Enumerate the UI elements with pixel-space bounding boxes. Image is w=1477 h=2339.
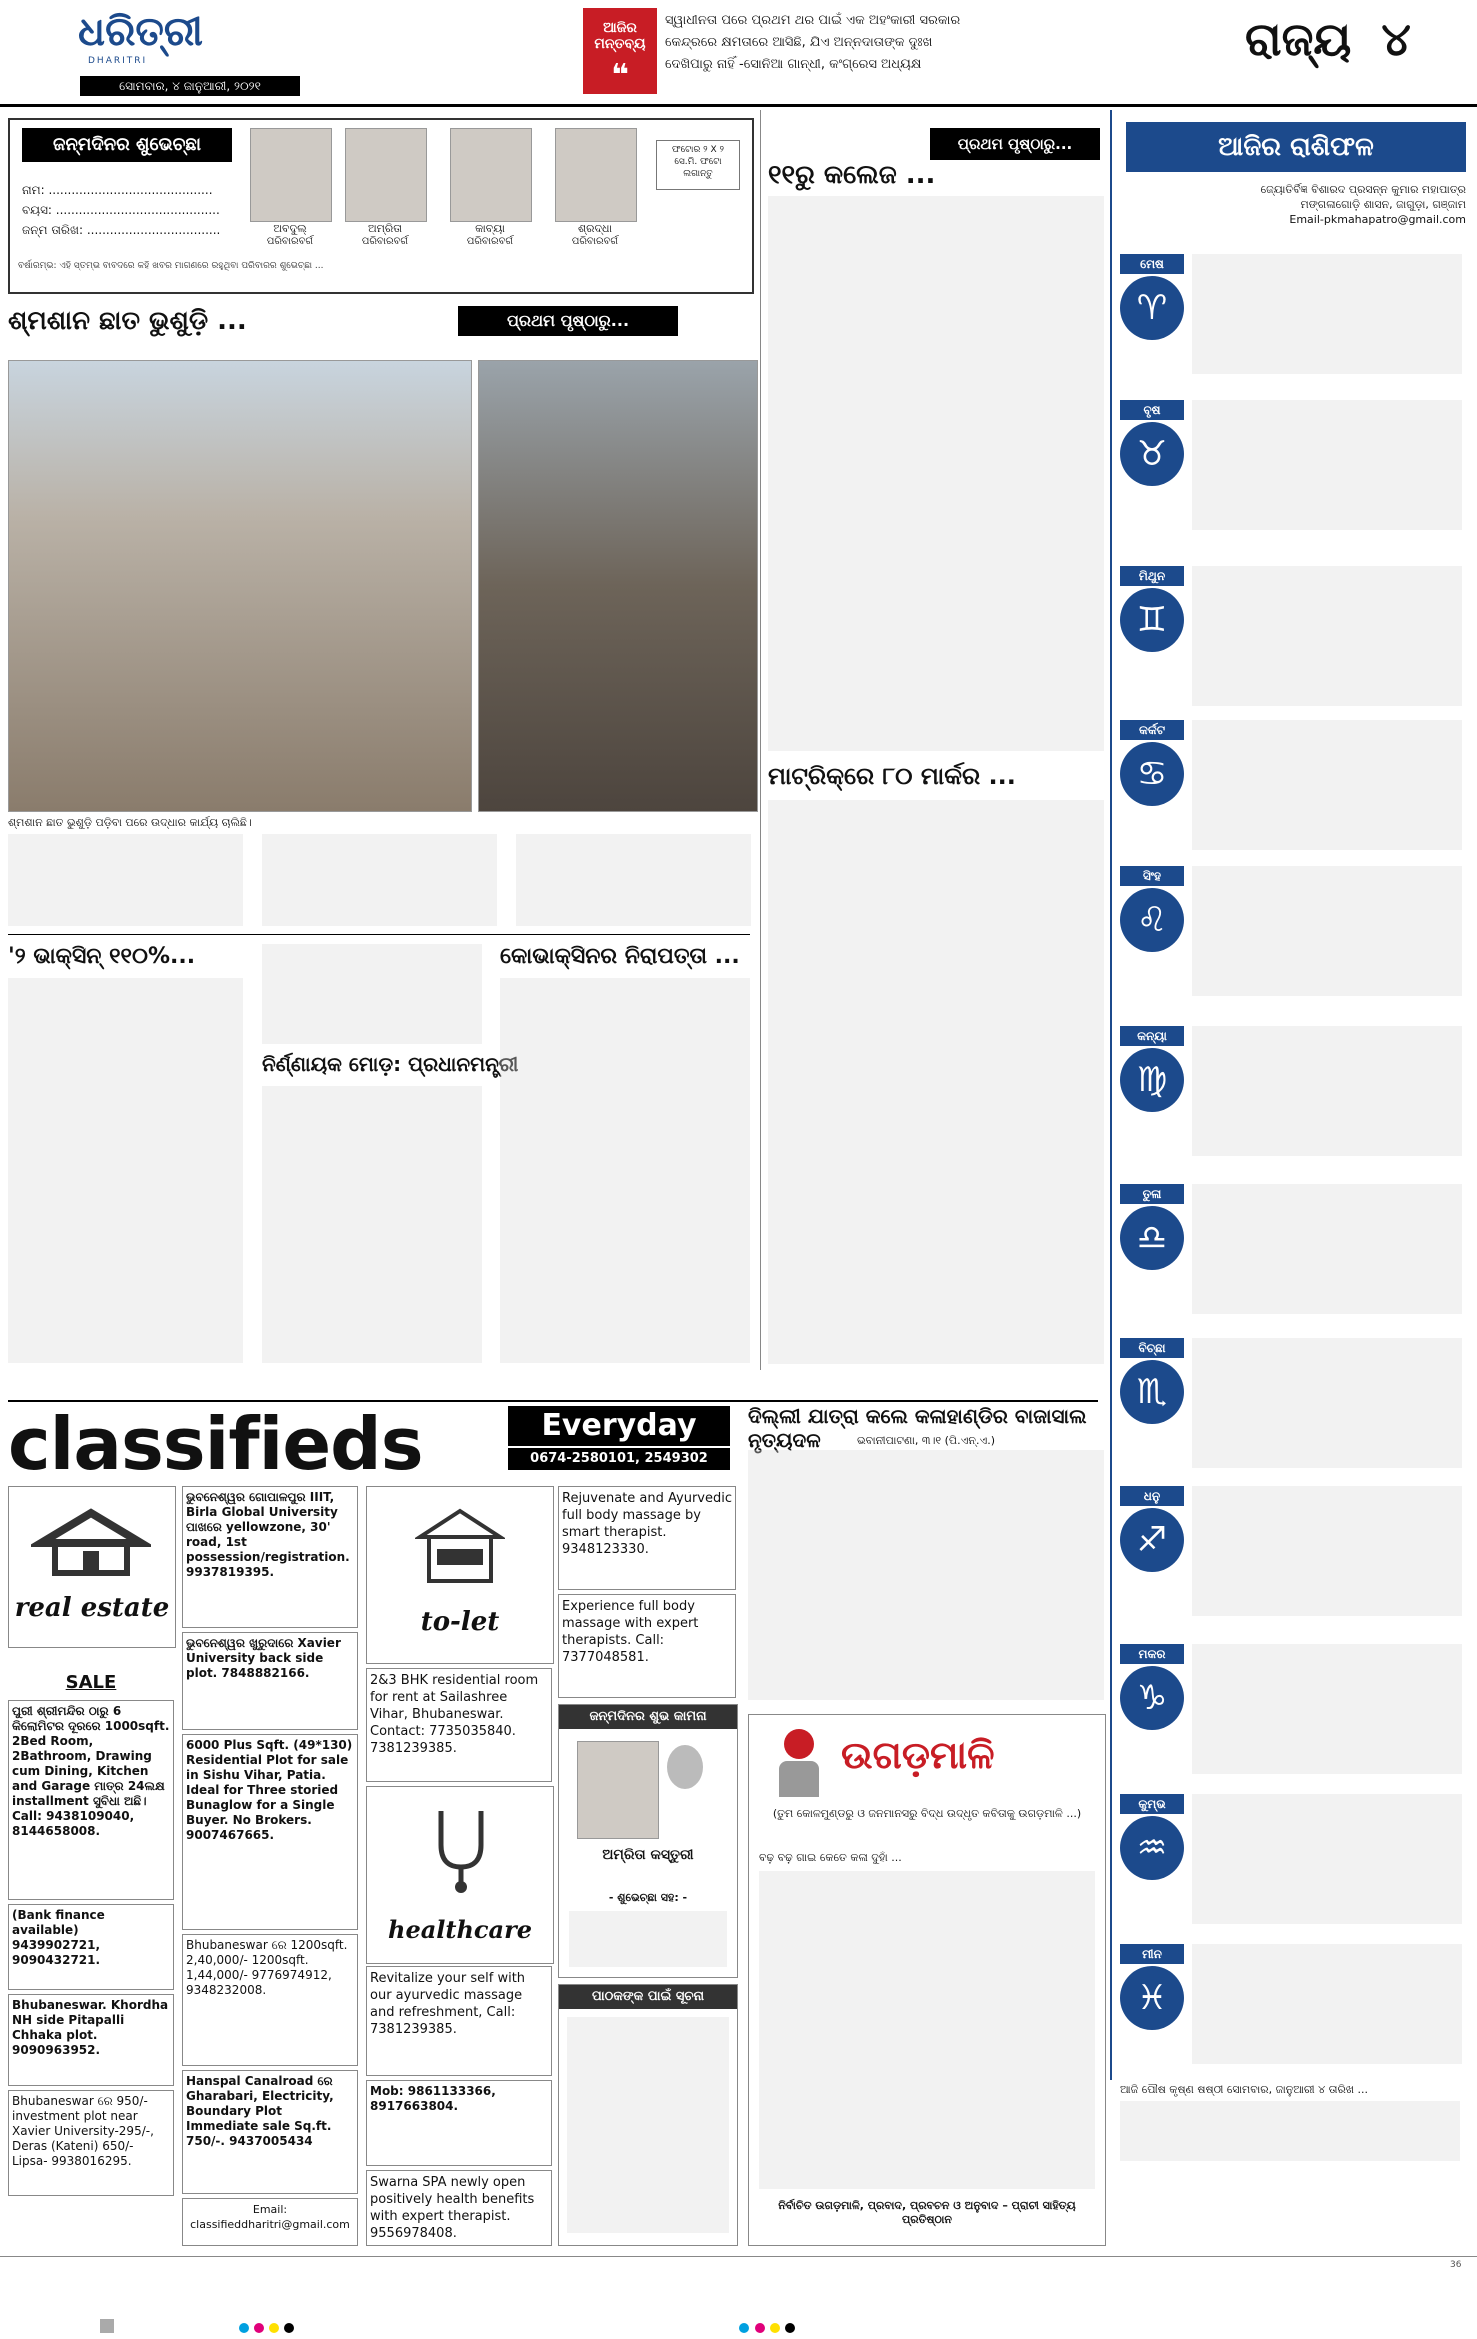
article-body [500,978,750,1363]
real-estate-box [8,1486,176,1648]
classified-ad: 2&3 BHK residential room for rent at Sailashree Vihar, Bhubaneswar. Contact: 7735035840. 7381239385. [366,1668,552,1782]
article-body [768,196,1104,751]
zodiac-virgo [1120,1026,1460,1166]
zodiac-label: କର୍କଟ [1120,720,1184,740]
zodiac-text [1192,254,1462,374]
bday-box-title: ଜନ୍ମଦିନର ଶୁଭ କାମନା [559,1705,737,1729]
zodiac-cancer [1120,720,1460,860]
article-body [8,834,243,926]
reader-notice-text [567,2017,729,2233]
uganmali-subtitle: (ତୁମ କୋଳମୁଣ୍ଡରୁ ଓ ଜନମାନସରୁ ବିଦ୍ଧ ଉଦ୍ଧୃତ କବିତାକୁ ଉଗଡ଼ମାଳି ...) [772,1807,1082,1820]
astrologer-name: ଜ୍ୟୋତିର୍ବିଜ୍ଞ ବିଶାରଦ ପ୍ରସନ୍ନ କୁମାର ମହାପାତ୍ର [1260,183,1466,196]
zodiac-text [1192,866,1462,996]
college-headline: ୧୧ରୁ କଲେଜ ... [768,160,936,190]
reader-notice-title: ପାଠକଙ୍କ ପାଇଁ ସୂଚନା [559,1985,737,2009]
zodiac-label: ମକର [1120,1644,1184,1664]
aquarius-icon: ♒ [1120,1816,1184,1880]
newspaper-logo: ଧରିତ୍ରୀ [78,8,203,55]
section-name: ରାଜ୍ୟ [1245,12,1352,66]
issue-date: ସୋମବାର, ୪ ଜାନୁଆରୀ, ୨୦୨୧ [80,76,300,96]
zodiac-label: କୁମ୍ଭ [1120,1794,1184,1814]
capricorn-icon: ♑ [1120,1666,1184,1730]
column-rule [760,110,761,1370]
photo-caption: ଶ୍ମଶାନ ଛାତ ଭୁଶୁଡ଼ି ପଡ଼ିବା ପରେ ଉଦ୍ଧାର କାର୍ଯ୍ୟ ଚାଲିଛି। [8,816,252,829]
classifieds-everyday: Everyday [508,1406,730,1446]
birthday-form [22,180,220,240]
classified-ad: Bhubaneswar ରେ 950/- investment plot near Xavier University-295/-, Deras (Kateni) 650/- Lipsa- 9938016295. [8,2090,174,2196]
bday-classified-box [558,1704,738,1978]
corner-page-number: 36 [1450,2260,1462,2270]
form-field: ବୟସ: ........................................... [22,203,220,217]
form-field: ଜନ୍ମ ତାରିଖ: ................................... [22,223,221,237]
article-body [262,944,482,1044]
classified-ad: Mob: 9861133366, 8917663804. [366,2080,552,2166]
quote-mark-icon: ❝ [611,58,629,93]
classified-ad: 6000 Plus Sqft. (49*130) Residential Plot for sale in Sishu Vihar, Patia. Ideal for Three storied Bunaglow for a Single Buyer. No Brokers. 9007467665. [182,1734,358,1930]
birthday-relation: ପରିବାରବର୍ଗ [466,236,514,247]
zodiac-text [1192,1486,1462,1616]
to-let-label: to-let [420,1607,500,1637]
birthday-name: କାବ୍ୟା [475,222,505,235]
print-registration-marks [100,2318,1380,2332]
healthcare-box [366,1786,554,1964]
reader-notice-box [558,1984,738,2246]
classified-ad: Revitalize your self with our ayurvedic massage and refreshment, Call: 7381239385. [366,1966,552,2076]
article-body [262,834,497,926]
uganmali-title: ଉଗଡ଼ମାଳି [841,1733,995,1777]
zodiac-label: ତୁଳା [1120,1184,1184,1204]
article-body [516,834,751,926]
section-title [1245,12,1411,68]
rescue-photo [478,360,758,812]
zodiac-aries [1120,254,1460,384]
quote-line: ସ୍ୱାଧୀନତା ପରେ ପ୍ରଥମ ଥର ପାଇଁ ଏକ ଅହଂକାରୀ ସରକାର [665,13,961,28]
to-let-box [366,1486,554,1664]
leo-icon: ♌ [1120,888,1184,952]
masthead-rule [0,104,1477,107]
uganmali-text [759,1871,1095,2189]
healthcare-label: healthcare [388,1915,532,1944]
quote-text [665,10,1085,76]
quote-label: ଆଜିର ମନ୍ତବ୍ୟ [594,20,646,52]
horoscope-title: ଆଜିର ରାଶିଫଳ [1126,122,1466,172]
divider [8,934,750,935]
classified-ad: ଭୁବନେଶ୍ୱର ଖୁରୁଦାରେ Xavier University back side plot. 7848882166. [182,1632,358,1730]
zodiac-label: ମୀନ [1120,1944,1184,1964]
uganmali-box [748,1714,1106,2246]
zodiac-text [1192,1184,1462,1314]
birthday-relation: ପରିବାରବର୍ଗ [266,236,314,247]
taurus-icon: ♉ [1120,422,1184,486]
bday-wishers-list [569,1911,727,1967]
birthday-name: ଅବଦୁଲ୍ [273,222,307,235]
uganmali-verse: ବଢ଼ ବଢ଼ ଗାଇ କେତେ କଳା ଦୁହାଁ ... [759,1851,902,1864]
zodiac-scorpio [1120,1338,1460,1478]
birthday-photo [345,128,427,222]
zodiac-pisces [1120,1944,1460,2074]
zodiac-text [1192,720,1462,850]
to-let-sign-icon [415,1507,505,1587]
zodiac-label: ସିଂହ [1120,866,1184,886]
form-field: ନାମ: ........................................... [22,183,213,197]
footer-rule [0,2256,1477,2257]
quote-label-box [583,8,657,94]
vaccine-headline: '୨ ଭାକ୍ସିନ୍ ୧୧୦%... [8,944,196,969]
rescue-photo [8,360,472,812]
zodiac-aquarius [1120,1794,1460,1934]
classified-ad: Experience full body massage with expert therapists. Call: 7377048581. [558,1594,736,1698]
stethoscope-icon [421,1805,501,1895]
delhi-headline: ଦିଲ୍ଲୀ ଯାତ୍ରା କଲେ କଳାହାଣ୍ଡିର ବାଜାସାଲ ନୃତ୍ୟଦଳ [748,1404,1087,1452]
birthday-name: ଅମ୍ରିତା [368,222,402,235]
article-body [748,1450,1104,1700]
virgo-icon: ♍ [1120,1048,1184,1112]
birthday-relation: ପରିବାରବର୍ଗ [361,236,409,247]
classified-ad: Rejuvenate and Ayurvedic full body massage by smart therapist. 9348123330. [558,1486,736,1590]
zodiac-text [1192,1644,1462,1774]
birthday-title: ଜନ୍ମଦିନର ଶୁଭେଚ୍ଛା [22,128,232,162]
classifieds-email: Email: classifieddharitri@gmail.com [182,2198,358,2246]
classifieds-phones: 0674-2580101, 2549302 [508,1448,730,1470]
zodiac-libra [1120,1184,1460,1324]
article-body [768,800,1104,1364]
real-estate-label: real estate [14,1593,170,1623]
classified-ad: Hanspal Canalroad ରେ Gharabari, Electricity, Boundary Plot Immediate sale Sq.ft. 750/-. 9437005434 [182,2070,358,2194]
zodiac-label: ମିଥୁନ [1120,566,1184,586]
cancer-icon: ♋ [1120,742,1184,806]
panchang-intro: ଆଜି ପୌଷ କୃଷ୍ଣ ଷଷ୍ଠୀ ସୋମବାର, ଜାନୁଆରୀ ୪ ତାରିଖ ... [1120,2083,1369,2096]
zodiac-text [1192,400,1462,530]
zodiac-text [1192,566,1462,706]
birthday-photo [250,128,332,222]
birthday-photo [555,128,637,222]
gemini-icon: ♊ [1120,588,1184,652]
classified-ad: Swarna SPA newly open positively health benefits with expert therapist. 9556978408. [366,2170,552,2246]
vaccine-subheadline: ନିର୍ଣ୍ଣାୟକ ମୋଡ଼: ପ୍ରଧାନମନ୍ତ୍ରୀ [262,1052,519,1076]
libra-icon: ♎ [1120,1206,1184,1270]
classifieds-title: classifieds [8,1402,423,1486]
birthday-name: ଶ୍ରଦ୍ଧା [577,222,613,235]
zodiac-label: ମେଷ [1120,254,1184,274]
zodiac-label: ବିଚ୍ଛା [1120,1338,1184,1358]
zodiac-sagittarius [1120,1486,1460,1626]
panchang-text [1120,2082,1460,2161]
horoscope-byline [1126,182,1466,227]
zodiac-text [1192,1026,1462,1156]
bday-wishers: - ଶୁଭେଚ୍ଛା ସହ: - [608,1891,688,1904]
quote-line: ଦେଖିପାରୁ ନାହିଁ -ସୋନିଆ ଗାନ୍ଧୀ, କଂଗ୍ରେସ ଅଧ୍ୟକ୍ଷ [665,57,922,72]
covaxin-headline: କୋଭାକ୍ସିନର ନିରାପତ୍ତା ... [500,944,740,969]
classified-ad: (Bank finance available) 9439902721, 9090432721. [8,1904,174,1990]
cremation-headline: ଶ୍ମଶାନ ଛାତ ଭୁଶୁଡ଼ି ... [8,306,247,336]
column-rule [1110,110,1112,2080]
logo-subtitle: DHARITRI [88,56,148,66]
zodiac-gemini [1120,566,1460,716]
article-body [262,1086,482,1363]
zodiac-capricorn [1120,1644,1460,1784]
page-number: ୪ [1381,12,1411,66]
classified-ad: ଭୁବନେଶ୍ୱର ଗୋପାଳପୁର IIIT, Birla Global University ପାଖରେ yellowzone, 30' road, 1st possession/registration. 9937819395. [182,1486,358,1628]
pisces-icon: ♓ [1120,1966,1184,2030]
house-icon [31,1507,151,1577]
prothom-tag: ପ୍ରଥମ ପୃଷ୍ଠାରୁ... [930,128,1100,160]
sale-label: SALE [65,1672,117,1693]
matric-headline: ମାଟ୍ରିକ୍‌ରେ ୮୦ ମାର୍କର ... [768,762,1016,790]
zodiac-taurus [1120,400,1460,540]
balloon-icon [667,1745,723,1825]
aries-icon: ♈ [1120,276,1184,340]
sagittarius-icon: ♐ [1120,1508,1184,1572]
prothom-tag: ପ୍ରଥମ ପୃଷ୍ଠାରୁ... [458,306,678,336]
delhi-dateline: ଭବାନୀପାଟଣା, ୩।୧ (ପି.ଏନ୍.ଏ.) [857,1434,995,1447]
zodiac-leo [1120,866,1460,1006]
zodiac-label: କନ୍ୟା [1120,1026,1184,1046]
article-body [8,978,243,1363]
classified-ad: ପୁରୀ ଶ୍ରୀମନ୍ଦିର ଠାରୁ 6 କିଲୋମିଟର ଦୂରରେ 1000sqft. 2Bed Room, 2Bathroom, Drawing cum Dining, Kitchen and Garage ମାତ୍ର 24ଲକ୍ଷ installment ସୁବିଧା ଅଛି। Call: 9438109040, 8144658008. [8,1700,174,1900]
bday-name: ଅମ୍ରିତା କସ୍ତୁରୀ [602,1847,694,1863]
zodiac-label: ବୃଷ [1120,400,1184,420]
birthday-photo [450,128,532,222]
zodiac-text [1192,1338,1462,1468]
astrologer-address: ମଙ୍ଗଳାଗୋଡ଼ି ଶାସନ, ଜାଗୁଡ଼ା, ଗଞ୍ଜାମ [1300,198,1466,211]
bday-photo [577,1741,659,1839]
uganmali-signature: ନିର୍ବାଚିତ ଉଗଡ଼ମାଳି, ପ୍ରବାଦ, ପ୍ରବଚନ ଓ ଅନୁବାଦ – ପ୍ରାଚୀ ସାହିତ୍ୟ ପ୍ରତିଷ୍ଠାନ [778,2199,1076,2226]
zodiac-label: ଧନୁ [1120,1486,1184,1506]
zodiac-text [1192,1794,1462,1924]
astrologer-email: Email-pkmahapatro@gmail.com [1289,213,1466,226]
classified-ad: Bhubaneswar ରେ 1200sqft. 2,40,000/- 1200sqft. 1,44,000/- 9776974912, 9348232008. [182,1934,358,2066]
zodiac-text [1192,1944,1462,2064]
classified-ad: Bhubaneswar. Khordha NH side Pitapalli Chhaka plot. 9090963952. [8,1994,174,2086]
birthday-footer: ବର୍ଷାରମ୍ଭ: ଏହି ସ୍ତମ୍ଭ ବାବଦରେ କହି ଖବର ମାଗଣରେ ରହୁଥିବା ପରିବାରର ଶୁଭେଚ୍ଛା ... [18,261,324,271]
scorpio-icon: ♏ [1120,1360,1184,1424]
quote-line: କେନ୍ଦ୍ରରେ କ୍ଷମତାରେ ଆସିଛି, ଯିଏ ଅନ୍ନଦାତାଙ୍କ ଦୁଃଖ [665,35,933,50]
birthday-relation: ପରିବାରବର୍ଗ [571,236,619,247]
figure-icon [769,1729,829,1799]
photo-size-note: ଫଟୋର ୨ X ୨ ସେ.ମି. ଫଟୋ ଲଗାନ୍ତୁ [656,140,740,190]
